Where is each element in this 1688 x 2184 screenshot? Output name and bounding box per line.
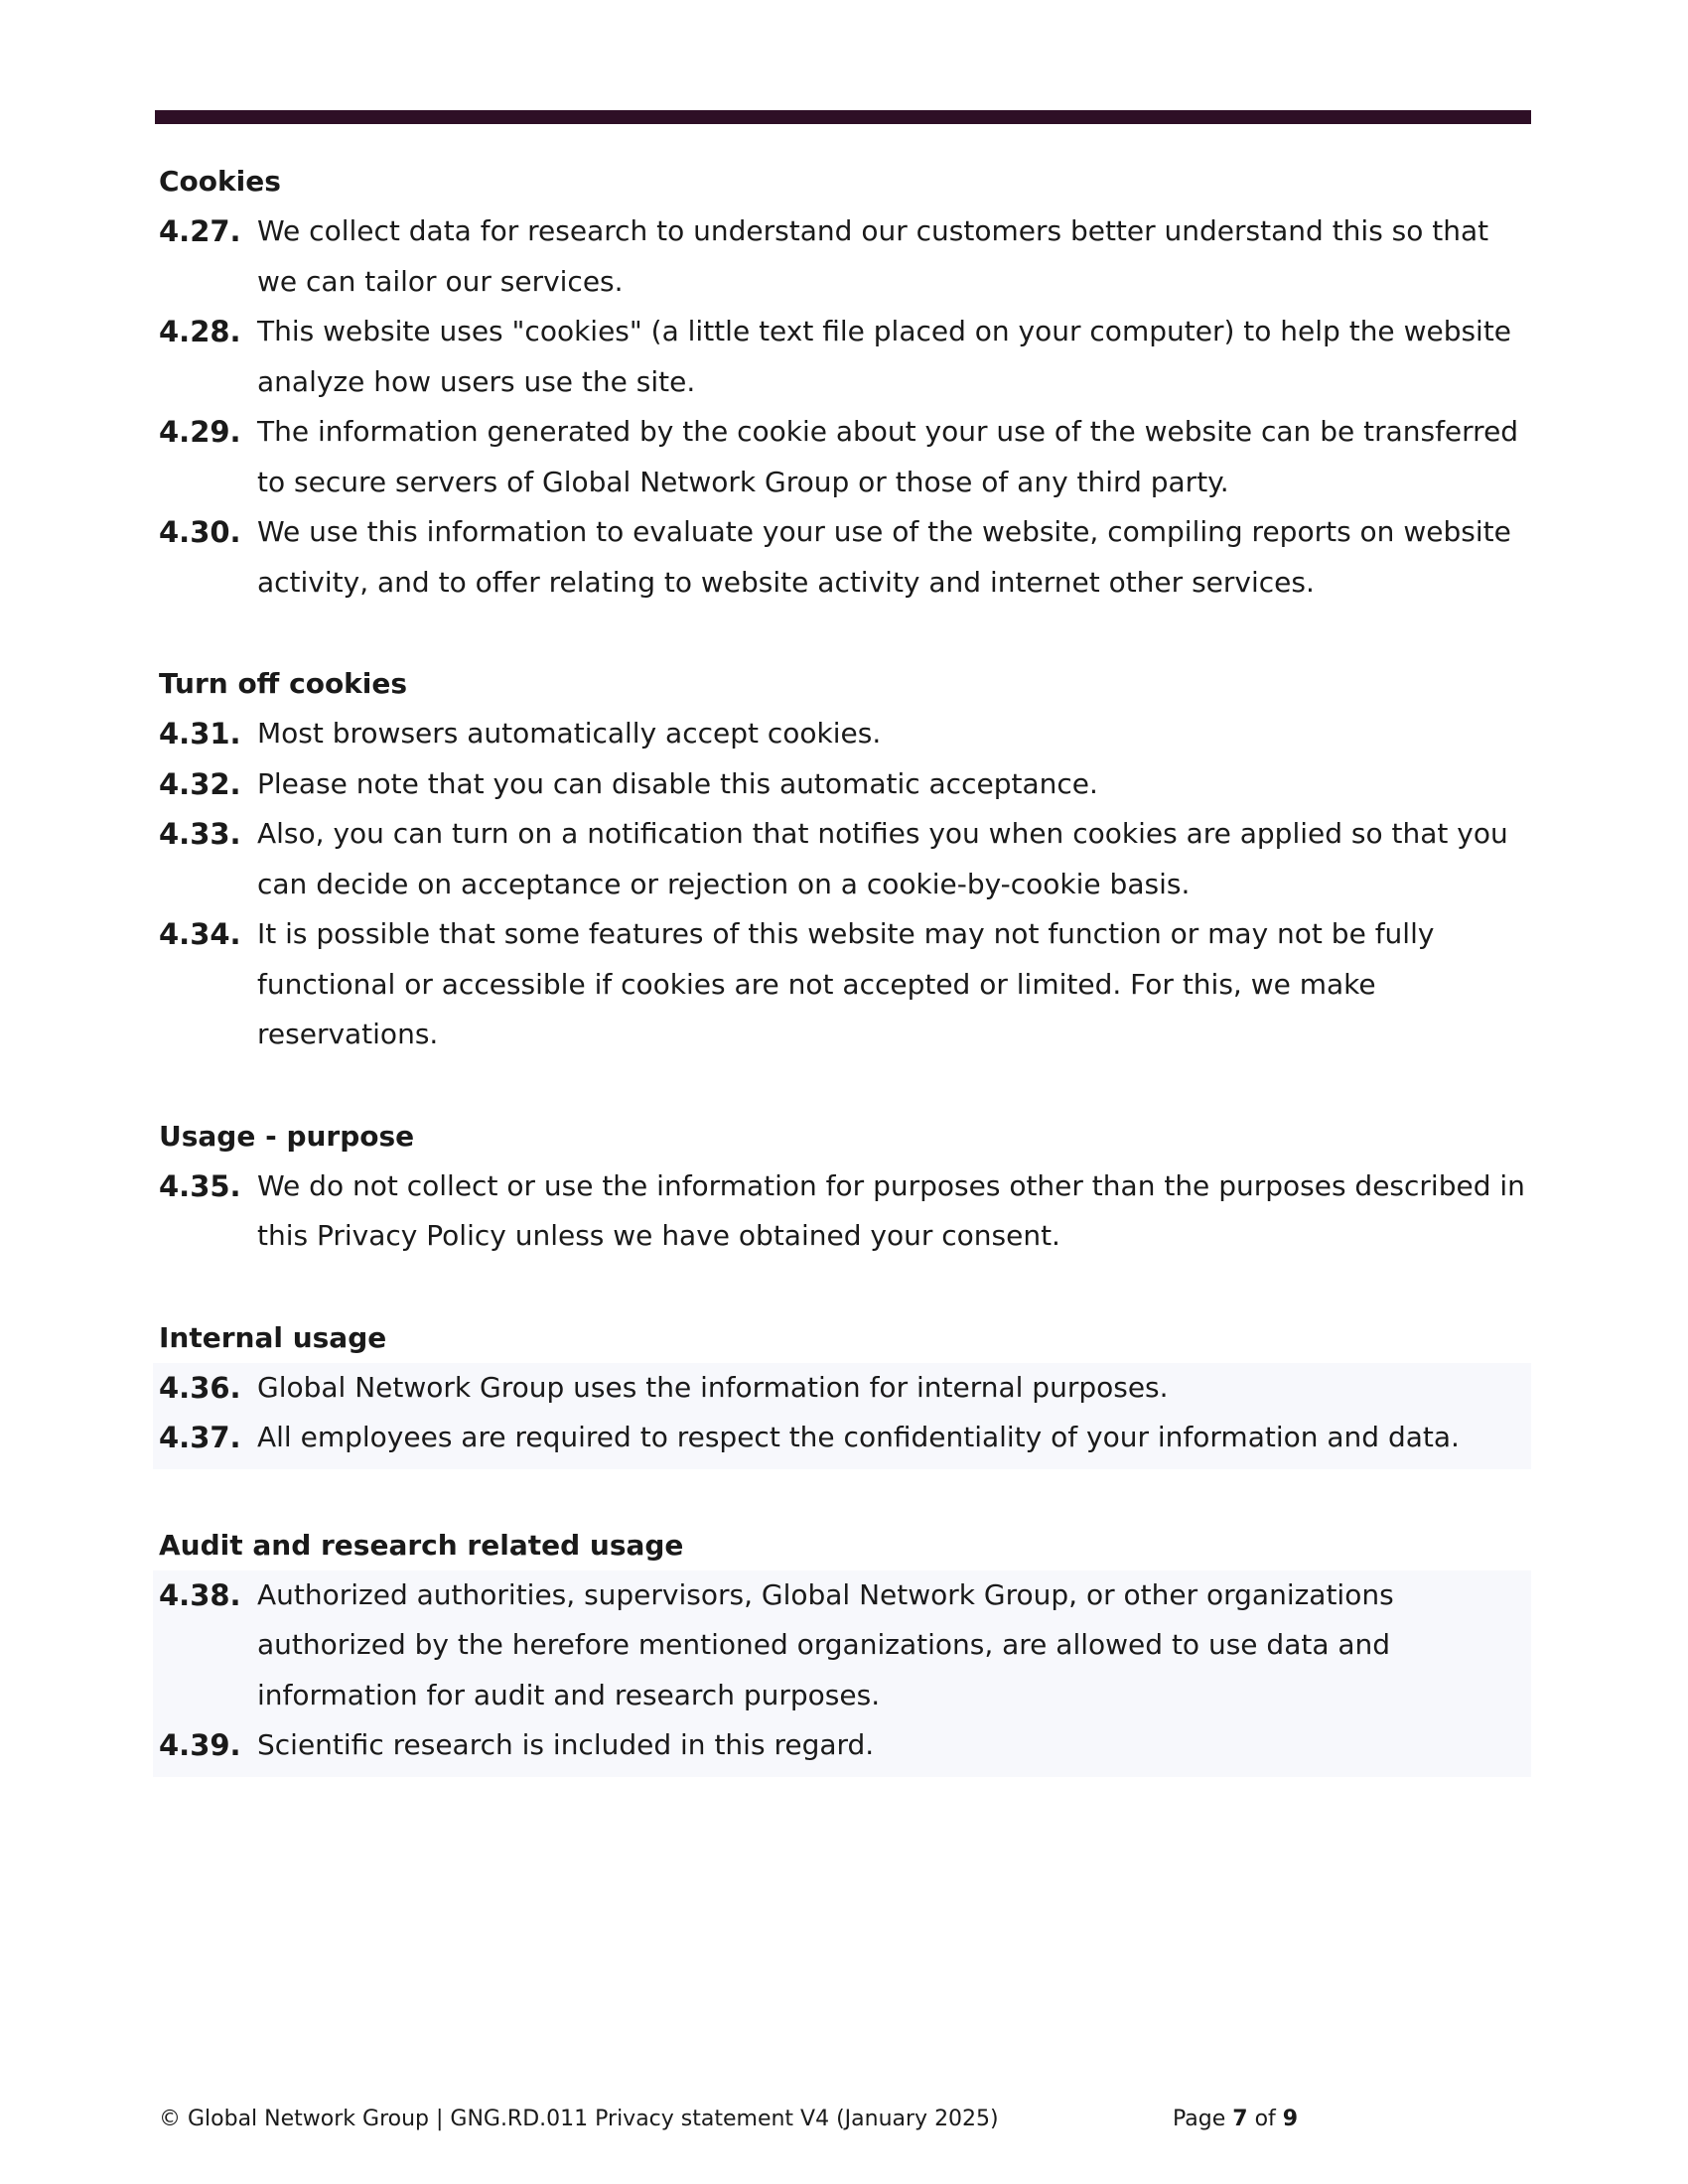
section-heading: Turn off cookies — [159, 667, 408, 700]
page-of: of — [1254, 2107, 1276, 2131]
item-text: It is possible that some features of this website may not function or may not be fully functional or accessible if cookies are not accepted or limited. For this, we make reservations. — [257, 917, 1435, 1050]
item-number: 4.39. — [159, 1728, 241, 1762]
list-item — [159, 206, 1531, 307]
item-text: Authorized authorities, supervisors, Global Network Group, or other organizations authorized by the herefore mentioned organizations, are allowed to use data and information for audit and research purposes. — [257, 1577, 1394, 1711]
item-text: We do not collect or use the information for purposes other than the purposes described in this Privacy Policy unless we have obtained your consent. — [257, 1168, 1525, 1252]
list-item — [159, 307, 1531, 407]
header-rule — [155, 110, 1531, 124]
page-total: 9 — [1282, 2107, 1299, 2131]
item-text: We use this information to evaluate your use of the website, compiling reports on website activity, and to offer relating to website activity and internet other services. — [257, 515, 1511, 599]
item-text: Most browsers automatically accept cookies. — [257, 717, 882, 750]
list-item — [159, 709, 1531, 759]
item-text: This website uses "cookies" (a little text file placed on your computer) to help the website analyze how users use the site. — [257, 315, 1512, 398]
item-text: All employees are required to respect the confidentiality of your information and data. — [257, 1421, 1460, 1453]
list-item — [159, 909, 1531, 1060]
item-text: We collect data for research to understand our customers better understand this so that we can tailor our services. — [257, 214, 1489, 298]
footer-page-number — [1173, 2105, 1298, 2134]
item-list — [159, 1161, 1531, 1262]
item-text: Scientific research is included in this regard. — [257, 1728, 875, 1761]
list-item — [159, 809, 1531, 909]
list-item — [159, 1570, 1531, 1721]
section-heading: Internal usage — [159, 1320, 387, 1354]
section — [159, 157, 1531, 608]
section-heading: Audit and research related usage — [159, 1528, 684, 1562]
item-text: Please note that you can disable this automatic acceptance. — [257, 766, 1098, 800]
section — [159, 1112, 1531, 1262]
section-heading: Cookies — [159, 165, 281, 198]
item-number: 4.34. — [159, 917, 241, 951]
list-item — [159, 407, 1531, 507]
item-number: 4.33. — [159, 817, 241, 851]
list-item — [159, 759, 1531, 810]
item-number: 4.32. — [159, 766, 241, 801]
page-current: 7 — [1232, 2107, 1248, 2131]
list-item — [159, 1720, 1531, 1771]
item-number: 4.36. — [159, 1370, 241, 1405]
section-heading: Usage - purpose — [159, 1119, 415, 1153]
section — [159, 1521, 1531, 1777]
item-number: 4.30. — [159, 515, 241, 549]
item-number: 4.28. — [159, 315, 241, 348]
list-item — [159, 1413, 1531, 1463]
list-item — [159, 1363, 1531, 1414]
item-number: 4.35. — [159, 1168, 241, 1203]
item-text: Also, you can turn on a notification that notifies you when cookies are applied so that you can decide on acceptance or rejection on a cookie-by-cookie basis. — [257, 817, 1508, 900]
footer-copyright: © Global Network Group | GNG.RD.011 Privacy statement V4 (January 2025) — [159, 2107, 999, 2131]
item-list — [159, 206, 1531, 608]
item-number: 4.38. — [159, 1577, 241, 1612]
list-item — [159, 507, 1531, 608]
document-body — [159, 157, 1531, 1829]
item-list — [153, 1363, 1531, 1469]
item-number: 4.37. — [159, 1421, 241, 1454]
item-number: 4.31. — [159, 717, 241, 751]
page-label: Page — [1173, 2107, 1226, 2131]
item-text: The information generated by the cookie about your use of the website can be transferred to secure servers of Global Network Group or those of any third party. — [257, 415, 1519, 498]
list-item — [159, 1161, 1531, 1262]
item-list — [153, 1570, 1531, 1777]
item-number: 4.29. — [159, 415, 241, 449]
section — [159, 1313, 1531, 1469]
item-text: Global Network Group uses the information for internal purposes. — [257, 1370, 1169, 1404]
item-number: 4.27. — [159, 214, 241, 248]
item-list — [159, 709, 1531, 1060]
section — [159, 659, 1531, 1060]
